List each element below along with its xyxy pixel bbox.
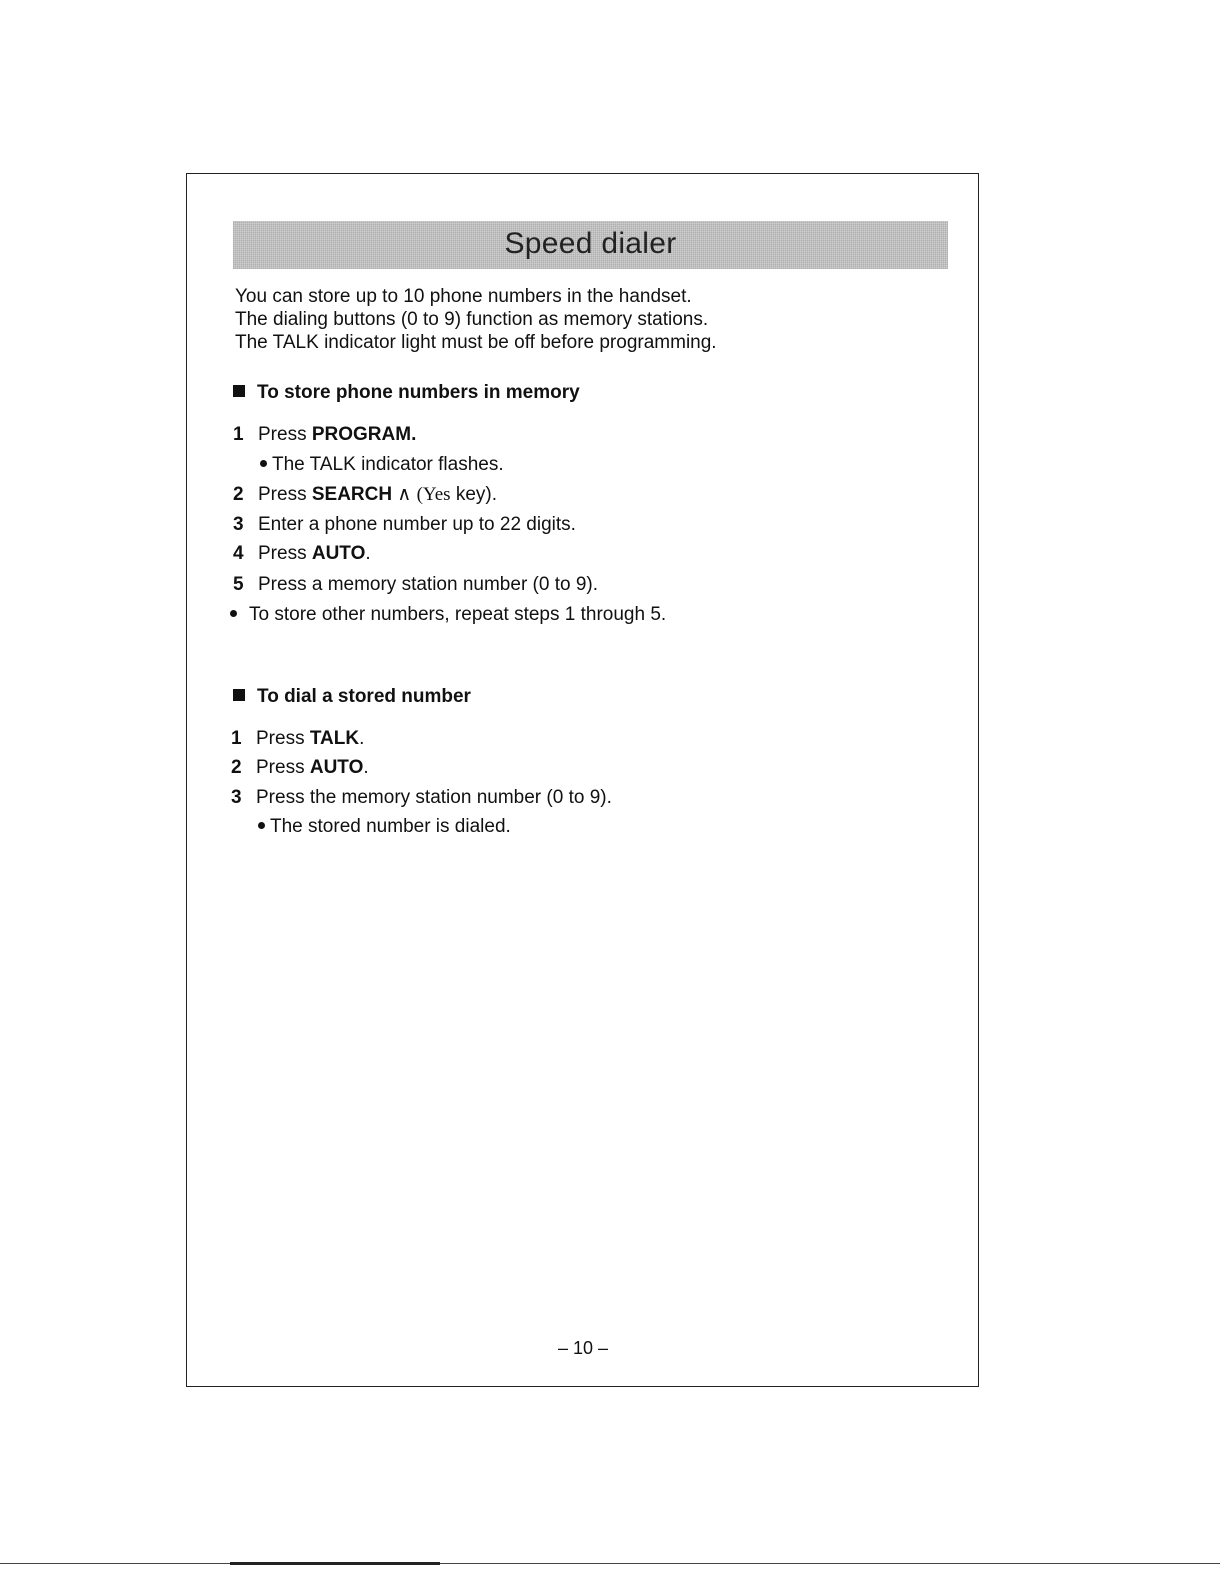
key-label: TALK bbox=[309, 728, 360, 749]
store-step-2: 2 Press SEARCH ∧ (Yes key). bbox=[233, 484, 498, 505]
store-step-5: 5 Press a memory station number (0 to 9). bbox=[233, 574, 599, 595]
bottom-scan-rule-thick bbox=[230, 1562, 440, 1565]
store-step-1-note: The TALK indicator flashes. bbox=[260, 453, 504, 477]
dial-section-heading: To dial a stored number bbox=[233, 686, 471, 708]
title-band bbox=[233, 221, 948, 269]
bullet-icon bbox=[258, 822, 265, 829]
key-label: AUTO bbox=[309, 757, 364, 778]
store-step-4: 4 Press AUTO. bbox=[233, 543, 371, 564]
dial-step-2: 2 Press AUTO. bbox=[231, 757, 369, 778]
dial-step-1: 1 Press TALK. bbox=[231, 728, 365, 749]
bullet-icon bbox=[260, 460, 267, 467]
page-frame bbox=[186, 173, 979, 1387]
dial-step-3-note: The stored number is dialed. bbox=[258, 815, 511, 839]
key-label: AUTO bbox=[311, 543, 366, 564]
store-step-3: 3 Enter a phone number up to 22 digits. bbox=[233, 514, 576, 535]
page-number: – 10 – bbox=[557, 1338, 609, 1358]
intro-line: You can store up to 10 phone numbers in the handset. bbox=[235, 286, 692, 307]
intro-line: The dialing buttons (0 to 9) function as memory stations. bbox=[235, 309, 709, 330]
bullet-icon bbox=[230, 610, 237, 617]
intro-line: The TALK indicator light must be off before programming. bbox=[235, 332, 717, 353]
page-title: Speed dialer bbox=[504, 227, 677, 260]
square-bullet-icon bbox=[233, 689, 245, 701]
store-section-heading: To store phone numbers in memory bbox=[233, 382, 580, 404]
store-step-1: 1 Press PROGRAM. bbox=[233, 424, 417, 445]
store-note: To store other numbers, repeat steps 1 through 5. bbox=[230, 603, 666, 627]
intro-paragraph bbox=[235, 285, 717, 354]
square-bullet-icon bbox=[233, 385, 245, 397]
key-label: SEARCH bbox=[311, 484, 393, 505]
key-label: PROGRAM bbox=[311, 424, 412, 445]
dial-step-3: 3 Press the memory station number (0 to 9). bbox=[231, 787, 612, 808]
bottom-scan-rule bbox=[0, 1563, 1220, 1564]
caret-up-icon: ∧ bbox=[397, 484, 412, 505]
